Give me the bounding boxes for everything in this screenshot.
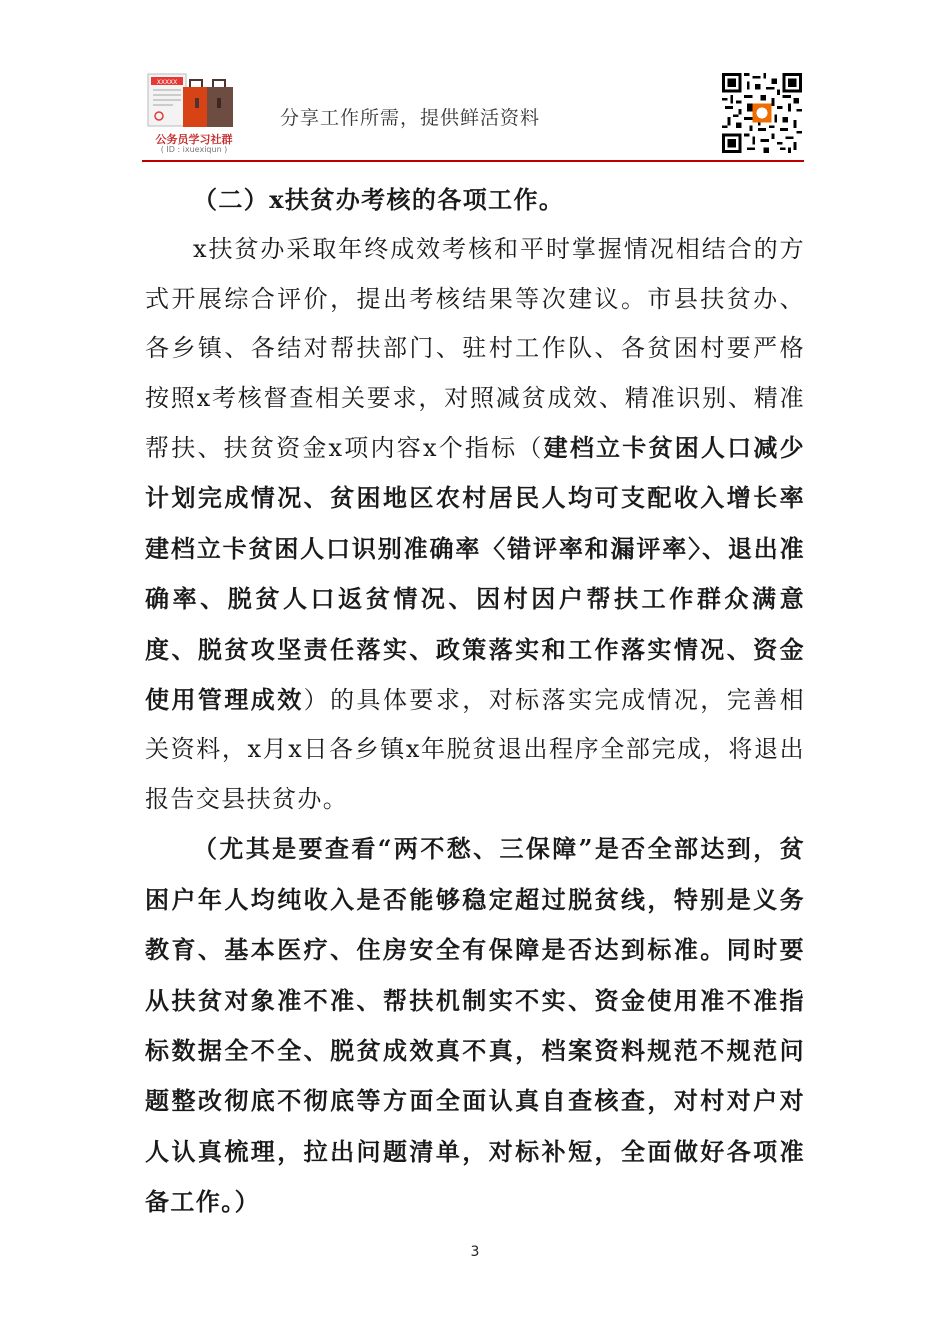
paragraph-1-bold-indicators: 建档立卡贫困人口减少计划完成情况、贫困地区农村居民人均可支配收入增长率建档立卡贫困人口识别准确率〈错评率和漏评率〉、退出准确率、脱贫人口返贫情况、因村因户帮扶工作群众满意度、脱贫攻坚责任落实、政策落实和工作落实情况、资金使用管理成效: [145, 433, 805, 715]
svg-text:XXXXX: XXXXX: [156, 79, 178, 86]
paragraph-1: [145, 225, 805, 824]
qr-code-icon: [722, 73, 802, 153]
header-divider: [142, 160, 804, 162]
page-header: [0, 0, 950, 165]
paragraph-2-text: （尤其是要查看“两不愁、三保障”是否全部达到，贫困户年人均纯收入是否能够稳定超过脱贫线，特别是义务教育、基本医疗、住房安全有保障是否达到标准。同时要从扶贫对象准不准、帮扶机制实不实、资金使用准不准指标数据全不全、脱贫成效真不真，档案资料规范不规范问题整改彻底不彻底等方面全面认真自查核查，对村对户对人认真梳理，拉出问题清单，对标补短，全面做好各项准备工作。）: [145, 834, 805, 1217]
logo-id: ( ID : ixuexiqun ): [160, 145, 228, 154]
paragraph-2: [145, 824, 805, 1227]
section-heading-text: （二）x扶贫办考核的各项工作。: [193, 185, 565, 214]
section-heading: [145, 175, 805, 225]
document-body: [145, 175, 805, 1228]
page-number: 3: [470, 1244, 480, 1260]
logo-name: 公务员学习社群: [155, 133, 233, 146]
header-slogan: 分享工作所需，提供鲜活资料: [280, 107, 541, 129]
paragraph-1-text-a: x扶贫办采取年终成效考核和平时掌握情况相结合的方式开展综合评价，提出考核结果等次建议。市县扶贫办、各乡镇、各结对帮扶部门、驻村工作队、各贫困村要严格按照x考核督查相关要求，对照减贫成效、精准识别、精准帮扶、扶贫资金x项内容x个指标（: [145, 235, 805, 463]
paragraph-1-text-b: ）的具体要求，对标落实完成情况，完善相关资料，x月x日各乡镇x年脱贫退出程序全部完成，将退出报告交县扶贫办。: [145, 686, 805, 813]
